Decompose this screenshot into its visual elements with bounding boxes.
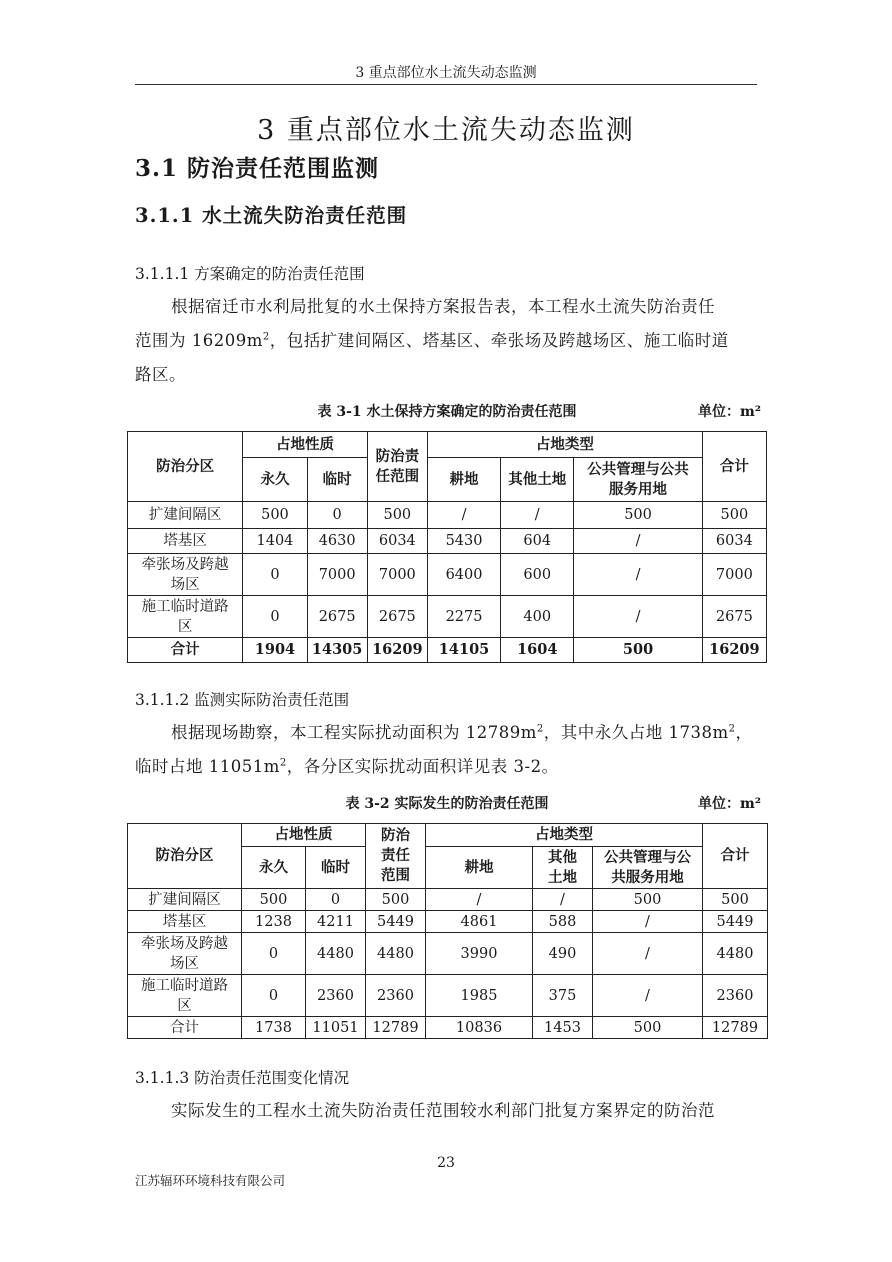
header-temporary: 临时 bbox=[306, 847, 366, 889]
paragraph-line bbox=[135, 324, 760, 358]
cell: / bbox=[533, 889, 593, 911]
cell: 14105 bbox=[427, 638, 500, 663]
header-zone: 防治分区 bbox=[128, 824, 242, 889]
cell: 7000 bbox=[307, 554, 367, 596]
header-public-land: 公共管理与公共服务用地 bbox=[574, 458, 702, 502]
cell: 500 bbox=[593, 889, 703, 911]
cell: 500 bbox=[367, 502, 427, 529]
cell: 6400 bbox=[427, 554, 500, 596]
page-number: 23 bbox=[437, 1155, 455, 1171]
section-heading: 3.1 防治责任范围监测 bbox=[135, 155, 380, 182]
cell: 14305 bbox=[307, 638, 367, 663]
header-other-land: 其他土地 bbox=[501, 458, 574, 502]
cell: 500 bbox=[703, 889, 768, 911]
cell: 500 bbox=[366, 889, 426, 911]
header-permanent: 永久 bbox=[243, 458, 307, 502]
cell: 400 bbox=[501, 596, 574, 638]
cell: 500 bbox=[242, 889, 306, 911]
header-scope: 防治责任范围 bbox=[367, 432, 427, 502]
cell: 2360 bbox=[703, 975, 768, 1017]
cell: 2675 bbox=[307, 596, 367, 638]
cell: 16209 bbox=[702, 638, 766, 663]
cell: 塔基区 bbox=[128, 529, 243, 554]
superscript: 2 bbox=[262, 331, 270, 343]
superscript: 2 bbox=[728, 723, 736, 735]
text-run: 根据宿迁市水利局批复的水土保持方案报告表，本工程水土流失防治责任 bbox=[171, 297, 715, 316]
header-total: 合计 bbox=[703, 824, 768, 889]
cell: 0 bbox=[242, 975, 306, 1017]
subsubsection-heading-1: 3.1.1.1 方案确定的防治责任范围 bbox=[135, 265, 365, 283]
running-header: 3 重点部位水土流失动态监测 bbox=[355, 65, 537, 81]
paragraph-line bbox=[135, 750, 760, 784]
cell: 375 bbox=[533, 975, 593, 1017]
table1-title: 表 3-1 水土保持方案确定的防治责任范围 bbox=[317, 404, 577, 420]
cell: 7000 bbox=[367, 554, 427, 596]
text-run: 范围为 16209m bbox=[135, 331, 263, 350]
cell: 16209 bbox=[367, 638, 427, 663]
cell: 500 bbox=[702, 502, 766, 529]
paragraph-scope-change bbox=[135, 1094, 760, 1128]
header-scope: 防治责任范围 bbox=[366, 824, 426, 889]
cell: 0 bbox=[242, 933, 306, 975]
cell: 1404 bbox=[243, 529, 307, 554]
cell: / bbox=[574, 596, 702, 638]
cell: 0 bbox=[306, 889, 366, 911]
cell: / bbox=[426, 889, 533, 911]
cell: 600 bbox=[501, 554, 574, 596]
header-zone: 防治分区 bbox=[128, 432, 243, 502]
cell: 1604 bbox=[501, 638, 574, 663]
cell: 4630 bbox=[307, 529, 367, 554]
cell: 施工临时道路区 bbox=[128, 975, 242, 1017]
table2 bbox=[127, 823, 768, 1039]
text-run: ， bbox=[735, 723, 753, 742]
cell: / bbox=[501, 502, 574, 529]
cell: 500 bbox=[593, 1017, 703, 1039]
text-run: ，各分区实际扰动面积详见表 3-2。 bbox=[286, 757, 559, 776]
cell: 1238 bbox=[242, 911, 306, 933]
text-run: 实际发生的工程水土流失防治责任范围较水利部门批复方案界定的防治范 bbox=[171, 1101, 715, 1120]
paragraph-line bbox=[135, 290, 760, 324]
header-temporary: 临时 bbox=[307, 458, 367, 502]
footer-company: 江苏辐环环境科技有限公司 bbox=[135, 1173, 286, 1188]
cell: 合计 bbox=[128, 1017, 242, 1039]
cell: 6034 bbox=[367, 529, 427, 554]
cell: 1985 bbox=[426, 975, 533, 1017]
cell: / bbox=[427, 502, 500, 529]
table2-unit: 单位：m² bbox=[698, 796, 761, 812]
cell: 0 bbox=[243, 554, 307, 596]
cell: 4480 bbox=[703, 933, 768, 975]
cell: 2275 bbox=[427, 596, 500, 638]
cell: 10836 bbox=[426, 1017, 533, 1039]
cell: 2675 bbox=[367, 596, 427, 638]
cell: 500 bbox=[243, 502, 307, 529]
table-row bbox=[128, 502, 767, 529]
cell: 500 bbox=[574, 502, 702, 529]
cell: 牵张场及跨越场区 bbox=[128, 554, 243, 596]
cell: 塔基区 bbox=[128, 911, 242, 933]
table1-caption bbox=[127, 401, 767, 421]
chapter-title: 3 重点部位水土流失动态监测 bbox=[257, 115, 635, 146]
header-occupation: 占地性质 bbox=[242, 824, 366, 847]
cell: 扩建间隔区 bbox=[128, 502, 243, 529]
cell: 5449 bbox=[366, 911, 426, 933]
header-other-land: 其他土地 bbox=[533, 847, 593, 889]
text-run: ，包括扩建间隔区、塔基区、牵张场及跨越场区、施工临时道 bbox=[269, 331, 729, 350]
cell: 1453 bbox=[533, 1017, 593, 1039]
header-occupation: 占地性质 bbox=[243, 432, 367, 458]
cell: 5449 bbox=[703, 911, 768, 933]
cell: 牵张场及跨越场区 bbox=[128, 933, 242, 975]
table-row bbox=[128, 596, 767, 638]
cell: 12789 bbox=[366, 1017, 426, 1039]
cell: 604 bbox=[501, 529, 574, 554]
header-total: 合计 bbox=[702, 432, 766, 502]
header-land-type: 占地类型 bbox=[427, 432, 702, 458]
header-rule bbox=[135, 84, 757, 85]
subsection-heading: 3.1.1 水土流失防治责任范围 bbox=[135, 204, 408, 227]
header-permanent: 永久 bbox=[242, 847, 306, 889]
cell: 6034 bbox=[702, 529, 766, 554]
header-land-type: 占地类型 bbox=[426, 824, 703, 847]
header-public-land: 公共管理与公共服务用地 bbox=[593, 847, 703, 889]
cell: 490 bbox=[533, 933, 593, 975]
cell: 5430 bbox=[427, 529, 500, 554]
text-run: ，其中永久占地 1738m bbox=[543, 723, 729, 742]
cell: / bbox=[574, 554, 702, 596]
cell: / bbox=[593, 933, 703, 975]
cell: 0 bbox=[243, 596, 307, 638]
superscript: 2 bbox=[279, 757, 287, 769]
cell: / bbox=[593, 911, 703, 933]
header-cultivated: 耕地 bbox=[427, 458, 500, 502]
cell: / bbox=[574, 529, 702, 554]
table-row bbox=[128, 554, 767, 596]
subsubsection-heading-3: 3.1.1.3 防治责任范围变化情况 bbox=[135, 1069, 350, 1087]
text-run: 路区。 bbox=[135, 365, 186, 384]
cell: 588 bbox=[533, 911, 593, 933]
cell: / bbox=[593, 975, 703, 1017]
cell: 1904 bbox=[243, 638, 307, 663]
paragraph-line bbox=[135, 1094, 760, 1128]
table2-caption bbox=[127, 793, 767, 813]
cell: 施工临时道路区 bbox=[128, 596, 243, 638]
cell: 2360 bbox=[306, 975, 366, 1017]
table-row bbox=[128, 889, 768, 911]
cell: 4211 bbox=[306, 911, 366, 933]
header-cultivated: 耕地 bbox=[426, 847, 533, 889]
cell: 2675 bbox=[702, 596, 766, 638]
table-row bbox=[128, 529, 767, 554]
text-run: 临时占地 11051m bbox=[135, 757, 280, 776]
paragraph-line bbox=[135, 716, 760, 750]
table-row bbox=[128, 911, 768, 933]
table1-unit: 单位：m² bbox=[698, 404, 761, 420]
cell: 500 bbox=[574, 638, 702, 663]
table-row-total bbox=[128, 1017, 768, 1039]
cell: 12789 bbox=[703, 1017, 768, 1039]
table2-title: 表 3-2 实际发生的防治责任范围 bbox=[345, 796, 549, 812]
cell: 0 bbox=[307, 502, 367, 529]
table-row bbox=[128, 933, 768, 975]
cell: 4480 bbox=[366, 933, 426, 975]
cell: 扩建间隔区 bbox=[128, 889, 242, 911]
subsubsection-heading-2: 3.1.1.2 监测实际防治责任范围 bbox=[135, 691, 350, 709]
paragraph-scope-plan bbox=[135, 290, 760, 392]
superscript: 2 bbox=[536, 723, 544, 735]
table-row bbox=[128, 975, 768, 1017]
cell: 1738 bbox=[242, 1017, 306, 1039]
cell: 合计 bbox=[128, 638, 243, 663]
text-run: 根据现场勘察，本工程实际扰动面积为 12789m bbox=[171, 723, 537, 742]
cell: 11051 bbox=[306, 1017, 366, 1039]
table-row-total bbox=[128, 638, 767, 663]
paragraph-actual-scope bbox=[135, 716, 760, 784]
cell: 7000 bbox=[702, 554, 766, 596]
cell: 2360 bbox=[366, 975, 426, 1017]
cell: 4861 bbox=[426, 911, 533, 933]
cell: 4480 bbox=[306, 933, 366, 975]
paragraph-line bbox=[135, 358, 760, 392]
table1 bbox=[127, 431, 767, 663]
cell: 3990 bbox=[426, 933, 533, 975]
